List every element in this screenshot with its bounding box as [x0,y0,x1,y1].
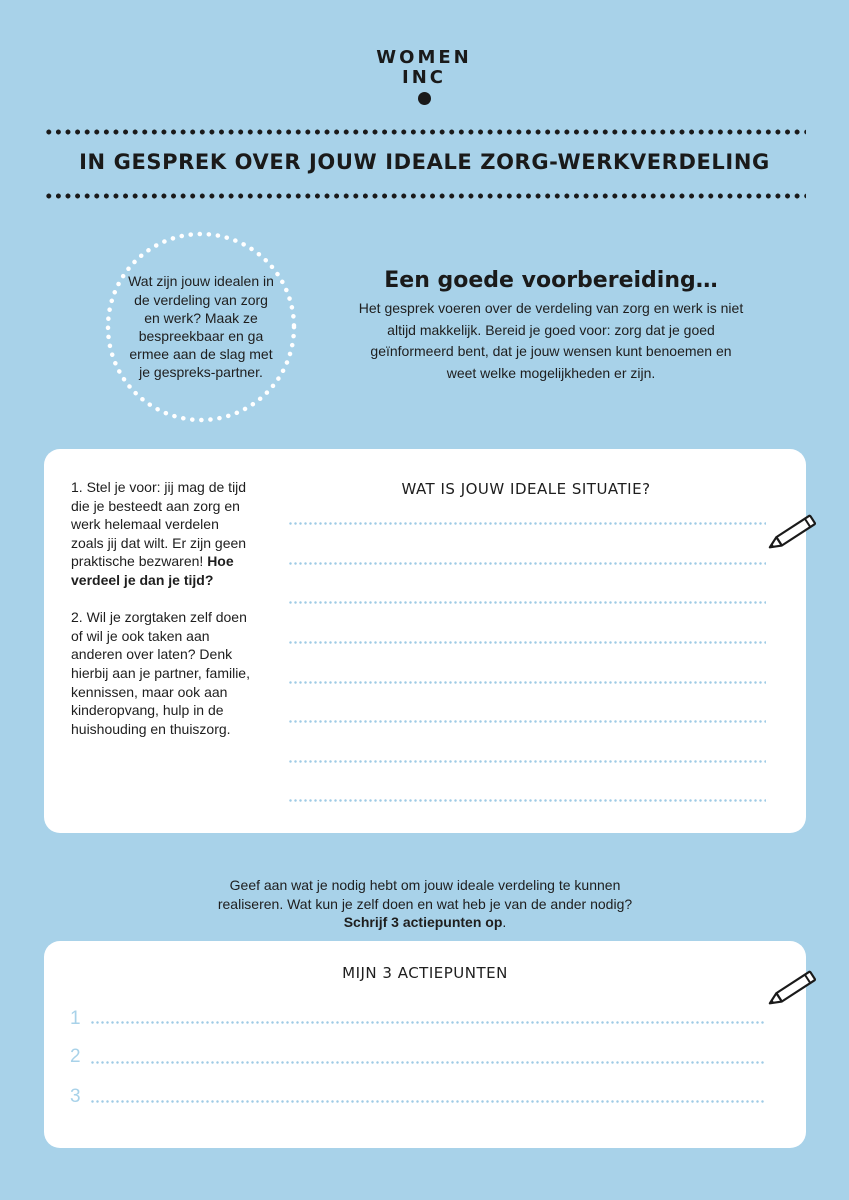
action-instruction: Geef aan wat je nodig hebt om jouw ideale verdeling te kunnen realiseren. Wat kun je zelf doen en wat heb je van de ander nodig? Schrijf 3 actiepunten op. [217,877,633,930]
answer-line[interactable] [288,522,766,525]
answer-line[interactable] [288,601,766,604]
answer-line[interactable] [288,799,766,802]
action-line-1[interactable] [90,1021,766,1024]
logo-line-2: INC [402,67,446,88]
action-points-heading: MIJN 3 ACTIEPUNTEN [342,964,508,982]
pencil-icon [764,962,826,1012]
answer-line[interactable] [288,641,766,644]
top-dotted-divider [44,129,806,135]
answer-line[interactable] [288,681,766,684]
answer-line[interactable] [288,720,766,723]
action-line-2[interactable] [90,1061,766,1064]
ideal-situation-heading: WAT IS JOUW IDEALE SITUATIE? [401,480,651,498]
action-instruction-bold: Schrijf 3 actiepunten op [343,914,503,930]
pencil-icon [764,506,826,556]
question-1 [71,478,251,590]
bottom-dotted-divider [44,193,806,199]
question-1-bold: Hoe verdeel je dan je tijd? [71,553,234,588]
action-number-1: 1 [70,1008,81,1029]
action-line-3[interactable] [90,1100,766,1103]
logo-dot-icon [418,92,431,105]
preparation-text: Het gesprek voeren over de verdeling van zorg en werk is niet altijd makkelijk. Bereid je goed voor: zorg dat je goed geïnformeerd bent, dat je jouw wensen kunt benoemen en weet welke mogelijkheden er zijn. [358,300,744,381]
bubble-text: Wat zijn jouw idealen in de verdeling van zorg en werk? Maak ze bespreekbaar en ga ermee aan de slag met je gespreks-partner. [128,273,274,381]
situation-questions [71,478,251,738]
question-2: 2. Wil je zorgtaken zelf doen of wil je ook taken aan anderen over laten? Denk hierbij aan je partner, familie, kennissen, maar ook aan kinderopvang, hulp in de huishouding en thuiszorg. [71,609,250,737]
answer-line[interactable] [288,562,766,565]
question-1-text: 1. Stel je voor: jij mag de tijd die je besteedt aan zorg en werk helemaal verdelen zoals jij dat wilt. Er zijn geen praktische bezwaren! [71,479,247,570]
action-number-3: 3 [70,1086,81,1107]
answer-line[interactable] [288,760,766,763]
logo-line-1: WOMEN [376,47,472,68]
preparation-title: Een goede voorbereiding… [384,268,718,293]
action-instruction-text: Geef aan wat je nodig hebt om jouw ideale verdeling te kunnen realiseren. Wat kun je zelf doen en wat heb je van de ander nodig? [217,877,633,912]
women-inc-logo [374,48,474,105]
action-number-2: 2 [70,1046,81,1067]
page-title: IN GESPREK OVER JOUW IDEALE ZORG-WERKVERDELING [79,150,770,174]
